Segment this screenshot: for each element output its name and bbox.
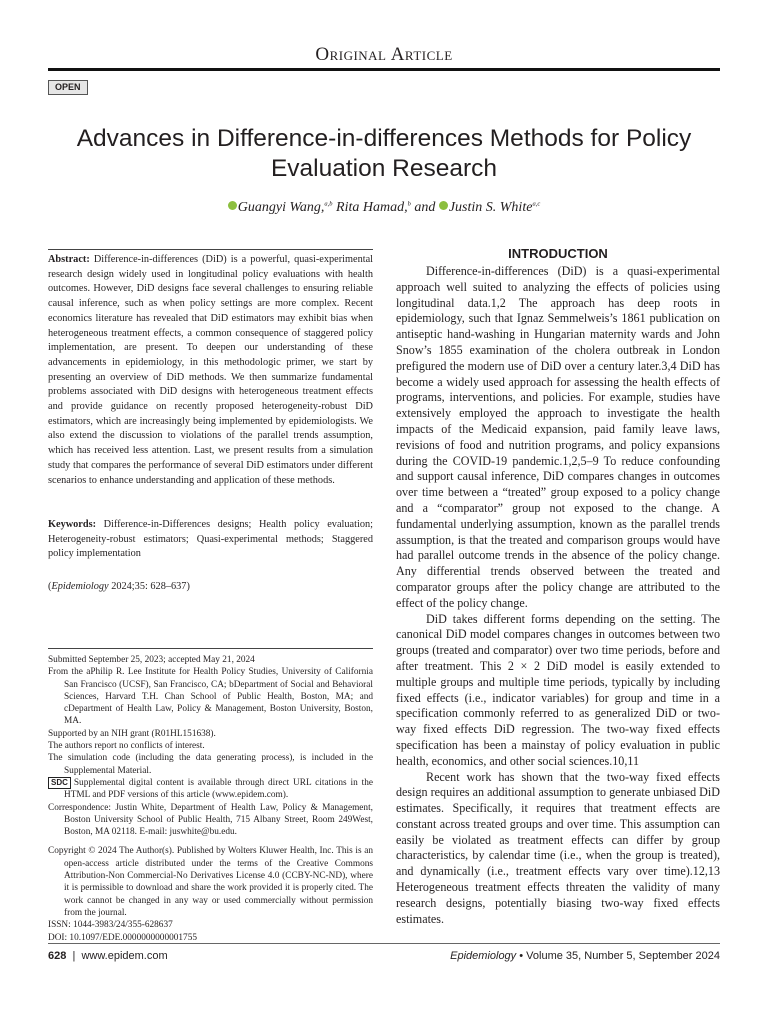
keywords — [48, 518, 373, 562]
footer-right: Epidemiology • Volume 35, Number 5, September 2024 — [450, 950, 720, 962]
correspondence: Correspondence: Justin White, Department of Health Law, Policy & Management, Boston University School of Public Health, 715 Albany Street, Room 249West, Boston, MA 02118. E-mail: juswhite@bu.edu. — [48, 802, 373, 838]
abstract — [48, 253, 373, 488]
body-paragraph: DiD takes different forms depending on the setting. The canonical DiD model compares changes in outcomes between two groups (treated and comparator) over two time periods, before and after treatment. This 2 × 2 DiD model is easily extended to multiple groups and multiple time periods, typically by including fixed effects (i.e., indicator variables) for group and time in a specification commonly referred to as generalized DiD or two-way fixed effects DiD regression. The two-way fixed effects specification has been a mainstay of policy evaluation in public health, economics, and other social sciences.10,11 — [396, 611, 720, 768]
section-heading: INTRODUCTION — [508, 246, 608, 261]
conflict-note: The authors report no conflicts of interest. — [48, 741, 205, 752]
copyright-notice: Copyright © 2024 The Author(s). Published by Wolters Kluwer Health, Inc. This is an open-access article distributed under the terms of the Creative Commons Attribution-Non Commercial-No Derivatives License 4.0 (CCBY-NC-ND), where it is permissible to download and share the work provided it is properly cited. The work cannot be changed in any way or used commercially without permission from the journal. — [48, 846, 373, 918]
abstract-rule — [48, 249, 373, 250]
supplemental-note — [48, 777, 373, 802]
affiliation-marker: a,b — [324, 200, 333, 208]
abstract-label: Abstract: — [48, 254, 90, 265]
footer-rule — [48, 943, 720, 944]
abstract-text: Difference-in-differences (DiD) is a powerful, quasi-experimental research design widely used in longitudinal policy evaluations with health outcomes. However, DiD designs face several challenges to ensuring reliable causal inference, such as when policy settings are more complex. Recent economics literature has revealed that DiD estimators may exhibit bias when heterogeneous treatment effects, a common consequence of staggered policy implementation, are present. To deepen our understanding of these advancements in epidemiology, in this methodologic primer, we start by presenting an overview of DiD methods. We then summarize fundamental problems associated with DiD designs with heterogeneous treatment effects and provide guidance on recently proposed heterogeneity-robust DiD estimators, which are increasingly being implemented by epidemiologists. We also extend the discussion to violations of the parallel trends assumption, which has received less attention. Last, we present results from a simulation study that compares the performance of several DiD estimators under different scenarios to enhance understanding and application of these methods. — [48, 254, 374, 486]
orcid-icon[interactable] — [439, 201, 448, 210]
citation-details: 2024;35: 628–637) — [108, 581, 190, 592]
citation: (Epidemiology 2024;35: 628–637) — [48, 581, 190, 592]
author-conjunction: and — [414, 200, 436, 215]
keywords-label: Keywords: — [48, 519, 97, 530]
open-access-badge: OPEN — [48, 80, 88, 95]
footer-journal: Epidemiology — [450, 950, 517, 962]
issn: ISSN: 1044-3983/24/355-628637 — [48, 920, 173, 931]
affiliations: From the aPhilip R. Lee Institute for Health Policy Studies, University of California San Francisco (UCSF), San Francisco, CA; bDepartment of Social and Behavioral Sciences, Harvard T.H. Chan School of Public Health, Boston, MA; and cDepartment of Health Law, Policy & Management, Boston University, Boston, MA. — [48, 667, 373, 727]
author-name: Rita Hamad, — [336, 200, 408, 215]
journal-website[interactable]: www.epidem.com — [81, 950, 168, 962]
author-name: Justin S. White — [448, 200, 533, 215]
supplemental-text: Supplemental digital content is available through direct URL citations in the HTML and PDF versions of this article (www.epidem.com). — [64, 777, 373, 801]
simulation-note: The simulation code (including the data generating process), is included in the Supplemental Material. — [48, 753, 373, 776]
header-rule — [48, 68, 720, 71]
introduction-body — [396, 264, 720, 927]
body-paragraph: Difference-in-differences (DiD) is a quasi-experimental approach well suited to analyzing the effects of policies using longitudinal data.1,2 The approach has deep roots in epidemiology, such that Ignaz Semmelweis’s 1861 publication on antiseptic hand-washing in Hungarian maternity wards and John Snow’s 1855 examination of the cholera outbreak in London prefigured the modern use of DiD over a century later.3,4 DiD has become a widely used approach for assessing the health effects of programs, interventions, and policies. For example, studies have extensively employed the approach to investigate the health impacts of the Medicaid expansion, paid family leave laws, revisions of food and nutrition programs, and policy expansions during the COVID-19 pandemic.1,2,5–9 To reduce confounding and support causal inference, DiD compares changes in outcomes over time between a “treated” group exposed to a policy change and a “comparator” group not exposed to the change. A fundamental underlying assumption, known as the parallel trends assumption, is that the treated and comparison groups would have had parallel outcome trends in the absence of the policy change. Any differential trends observed between the treated and comparator groups after the policy change are attributed to the effect of the policy change. — [396, 264, 720, 610]
keywords-text: Difference-in-Differences designs; Health policy evaluation; Heterogeneity-robust estimators; Quasi-experimental methods; Staggered policy implementation — [48, 519, 373, 560]
footer-issue: Volume 35, Number 5, September 2024 — [526, 950, 720, 962]
page-number: 628 — [48, 950, 67, 962]
funding-note: Supported by an NIH grant (R01HL151638). — [48, 728, 216, 739]
article-title: Advances in Difference-in-differences Methods for Policy Evaluation Research — [76, 125, 692, 182]
doi[interactable]: DOI: 10.1097/EDE.0000000000001755 — [48, 932, 197, 943]
body-paragraph: Recent work has shown that the two-way fixed effects design requires an additional assumption to generate unbiased DiD estimates. Specifically, it requires that treatment effects are constant across treated groups and over time. This assumption can easily be violated as treatment effects can differ by group characteristics, by calendar time (i.e., when the group is treated), and dynamically (i.e., treatment effects vary over time).12,13 Heterogeneous treatment effects threaten the validity of many research designs, potentially biasing two-way fixed effects estimates. — [396, 769, 720, 926]
author-name: Guangyi Wang, — [237, 200, 325, 215]
orcid-icon[interactable] — [228, 201, 237, 210]
affiliation-marker: b — [407, 200, 411, 208]
sdc-icon: SDC — [48, 777, 71, 789]
footnote-rule — [48, 648, 373, 649]
section-label: Original Article — [315, 44, 453, 65]
citation-journal: Epidemiology — [51, 581, 109, 592]
affiliation-marker: a,c — [532, 200, 541, 208]
footer-left: 628 | www.epidem.com — [48, 950, 168, 962]
author-list — [48, 200, 720, 216]
submission-dates: Submitted September 25, 2023; accepted May 21, 2024 — [48, 655, 255, 665]
article-notes — [48, 654, 373, 944]
